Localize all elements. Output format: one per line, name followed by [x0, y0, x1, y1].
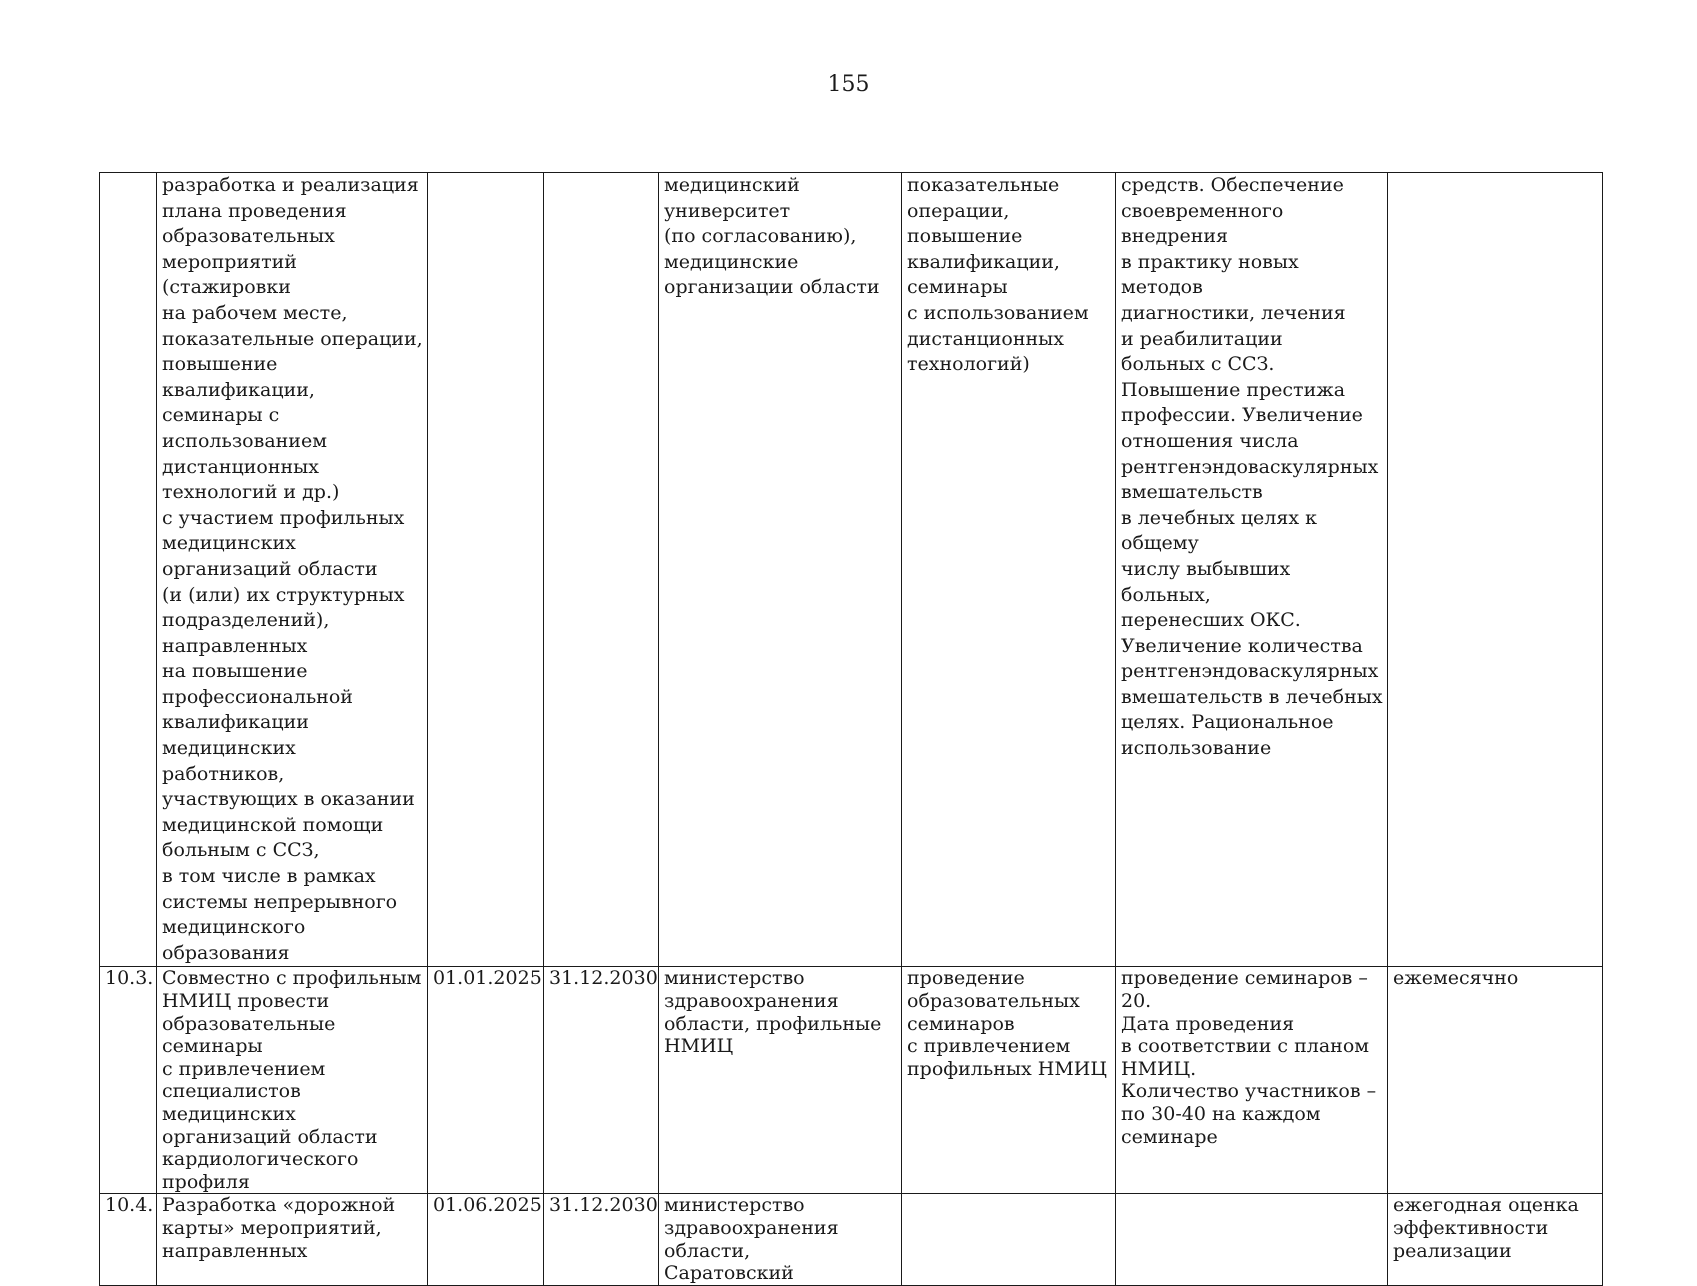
responsible-cell: министерство здравоохранения области, профильные НМИЦ: [659, 967, 902, 1194]
characteristic-cell: проведение образовательных семинаров с привлечением профильных НМИЦ: [902, 967, 1116, 1194]
start-date-cell: 01.06.2025: [428, 1194, 544, 1285]
result-cell: [1116, 1194, 1388, 1285]
periodicity-cell: ежемесячно: [1388, 967, 1603, 1194]
periodicity-cell: ежегодная оценка эффективности реализации: [1388, 1194, 1603, 1285]
table-row: [100, 173, 1603, 967]
event-cell: разработка и реализация плана проведения образовательных мероприятий (стажировки на рабочем месте, показательные операции, повышение квалификации, семинары с использованием дистанционных технологий и др.) с участием профильных медицинских организаций области (и (или) их структурных подразделений), направленных на повышение профессиональной квалификации медицинских работников, участвующих в оказании медицинской помощи больным с ССЗ, в том числе в рамках системы непрерывного медицинского образования: [157, 173, 428, 967]
event-cell: Разработка «дорожной карты» мероприятий, направленных: [157, 1194, 428, 1285]
end-date-cell: 31.12.2030: [544, 1194, 659, 1285]
responsible-cell: медицинский университет (по согласованию), медицинские организации области: [659, 173, 902, 967]
end-date-cell: 31.12.2030: [544, 967, 659, 1194]
row-number-cell: 10.4.: [100, 1194, 157, 1285]
row-number-cell: [100, 173, 157, 967]
row-number-cell: 10.3.: [100, 967, 157, 1194]
responsible-cell: министерство здравоохранения области, Саратовский: [659, 1194, 902, 1285]
end-date-cell: [544, 173, 659, 967]
plan-table: [99, 172, 1603, 1286]
result-cell: проведение семинаров – 20. Дата проведения в соответствии с планом НМИЦ. Количество участников – по 30-40 на каждом семинаре: [1116, 967, 1388, 1194]
result-cell: средств. Обеспечение своевременного внедрения в практику новых методов диагностики, лечения и реабилитации больных с ССЗ. Повышение престижа профессии. Увеличение отношения числа рентгенэндоваскулярных вмешательств в лечебных целях к общему числу выбывших больных, перенесших ОКС. Увеличение количества рентгенэндоваскулярных вмешательств в лечебных целях. Рациональное использование: [1116, 173, 1388, 967]
event-cell: Совместно с профильным НМИЦ провести образовательные семинары с привлечением специалистов медицинских организаций области кардиологического профиля: [157, 967, 428, 1194]
characteristic-cell: показательные операции, повышение квалификации, семинары с использованием дистанционных технологий): [902, 173, 1116, 967]
table-row: [100, 1194, 1603, 1285]
periodicity-cell: [1388, 173, 1603, 967]
characteristic-cell: [902, 1194, 1116, 1285]
start-date-cell: [428, 173, 544, 967]
start-date-cell: 01.01.2025: [428, 967, 544, 1194]
table-row: [100, 967, 1603, 1194]
page-number: 155: [827, 72, 870, 97]
